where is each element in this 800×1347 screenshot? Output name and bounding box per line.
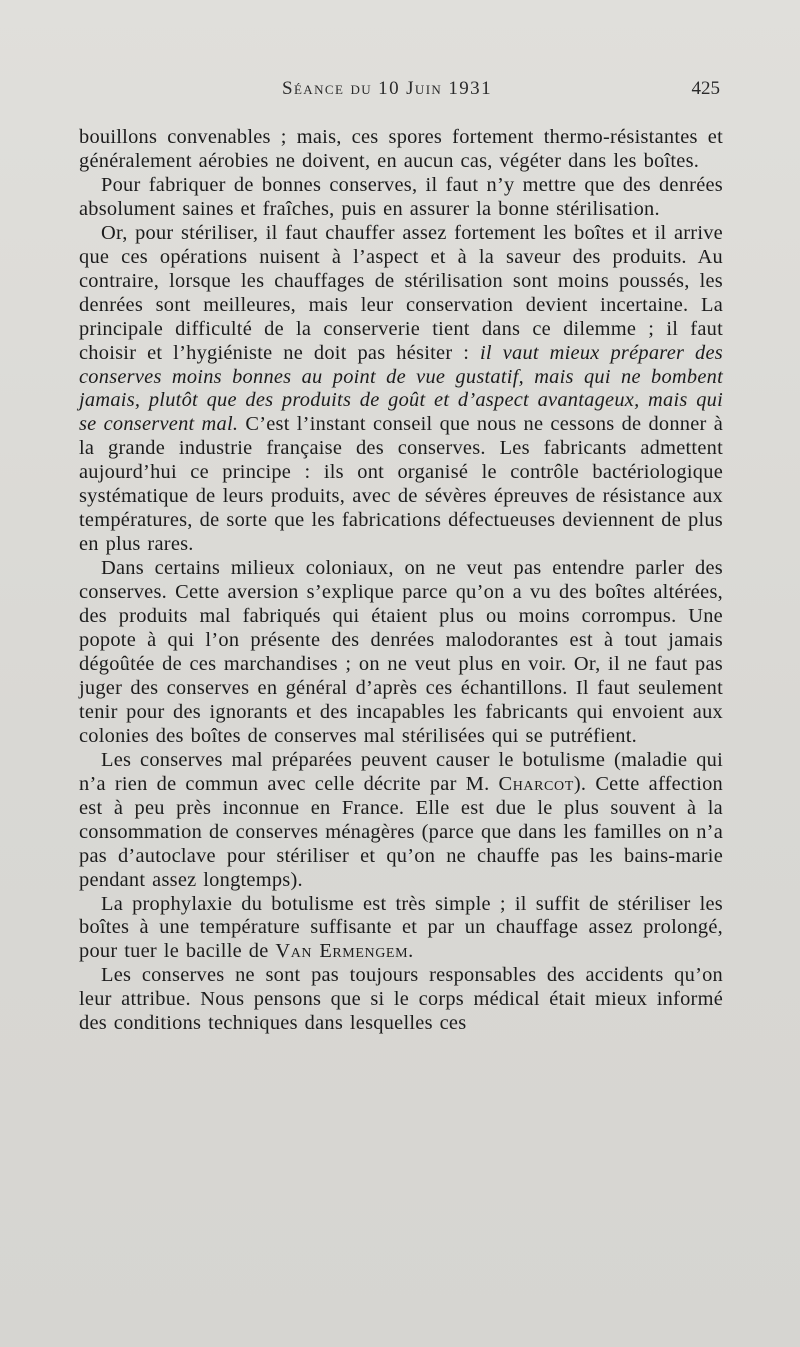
paragraph-6 [79,893,723,965]
paragraph-7: Les conserves ne sont pas toujours responsables des accidents qu’on leur attribue. Nous pensons que si le corps médical était mieux informé des conditions techniques dans lesquelles ces [79,964,723,1035]
paragraph-6-start: La prophylaxie du botulisme est très simple ; il suffit de stériliser les boîtes à une température suffisante et par un chauffage assez prolongé, pour tuer le bacille de [79,892,723,963]
author-name-charcot: Charcot [498,772,574,795]
paragraph-3-start: Or, pour stériliser, il faut chauffer assez fortement les boîtes et il arrive que ces opérations nuisent à l’aspect et à la saveur des produits. Au contraire, lorsque les chauffages de stérilisation sont moins poussés, les denrées sont meilleures, mais leur conservation devient incertaine. La principale difficulté de la conserverie tient dans ce dilemme ; il faut choisir et l’hygiéniste ne doit pas hésiter : [79,221,723,364]
paragraph-5-end: ). Cette affection est à peu près inconnue en France. Elle est due le plus souvent à la consommation de conserves ménagères (parce que dans les familles on n’a pas d’autoclave pour stériliser et qu’on ne chauffe pas les bains-marie pendant assez longtemps). [79,772,723,891]
author-name-van-ermengem: Van Ermengem [275,940,409,963]
paragraph-4: Dans certains milieux coloniaux, on ne veut pas entendre parler des conserves. Cette aversion s’explique parce qu’on a vu des boîtes altérées, des produits mal fabriqués qui étaient plus ou moins corrompus. Une popote à qui l’on présente des denrées malodorantes est à tout jamais dégoûtée de ces marchandises ; on ne veut plus en voir. Or, il ne faut pas juger des conserves en général d’après ces échantillons. Il faut seulement tenir pour des ignorants et des incapables les fabricants qui envoient aux colonies des boîtes de conserves mal stérilisées qui se putréfient. [79,557,723,747]
page-header [77,78,720,110]
paragraph-1: bouillons convenables ; mais, ces spores fortement thermo-résistantes et généralement aérobies ne doivent, en aucun cas, végéter dans les boîtes. [79,126,723,172]
paragraph-3-italic: il vaut mieux préparer des conserves moins bonnes au point de vue gustatif, mais qui ne bombent jamais, plutôt que des produits de goût et d’aspect avantageux, mais qui se conservent mal. [79,341,723,436]
paragraph-3 [79,222,723,557]
running-title: Séance du 10 Juin 1931 [282,78,492,99]
page-number: 425 [691,78,720,99]
paragraph-3-end: C’est l’instant conseil que nous ne cessons de donner à la grande industrie française des conserves. Les fabricants admettent aujourd’hui ce principe : ils ont organisé le contrôle bactériologique systématique de leurs produits, avec de sévères épreuves de résistance aux températures, de sorte que les fabrications défectueuses deviennent de plus en plus rares. [79,413,723,556]
paragraph-5-start: Les conserves mal préparées peuvent causer le botulisme (maladie qui n’a rien de commun avec celle décrite par M. [79,748,723,795]
paragraph-6-end: . [408,940,414,963]
paragraph-2: Pour fabriquer de bonnes conserves, il faut n’y mettre que des denrées absolument saines et fraîches, puis en assurer la bonne stérilisation. [79,173,723,220]
paragraph-5 [79,749,723,893]
body-text [79,126,723,1036]
